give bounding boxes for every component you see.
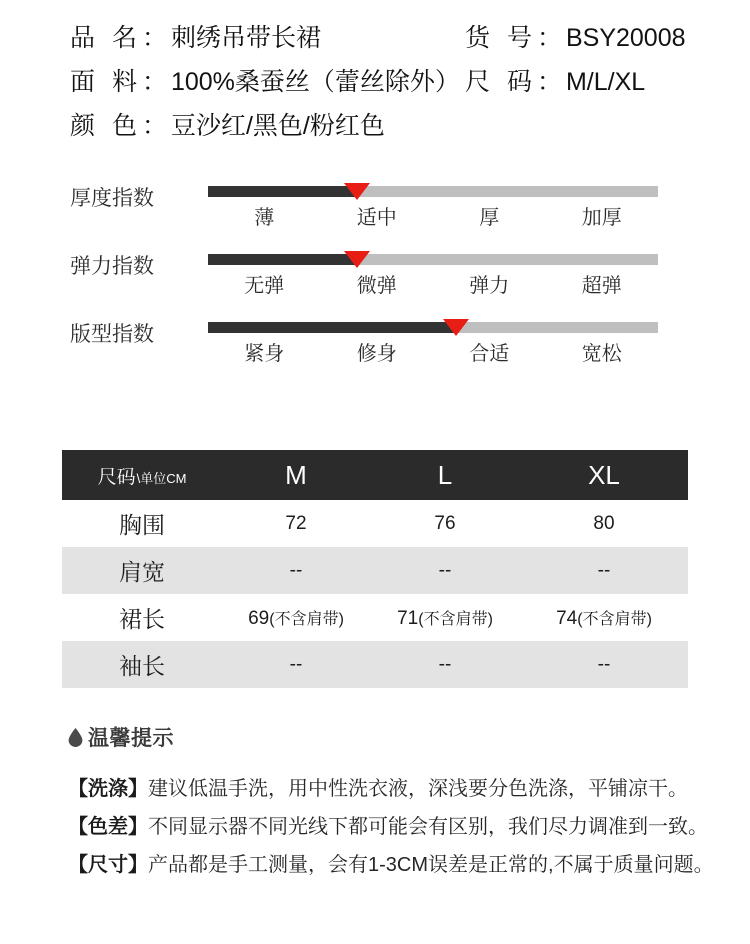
tips-title-row bbox=[68, 720, 738, 754]
bar-tick-label: 厚 bbox=[479, 207, 500, 229]
table-cell bbox=[370, 513, 520, 535]
spec-row-fabric bbox=[70, 62, 730, 106]
table-cell bbox=[520, 606, 688, 630]
index-meters bbox=[0, 186, 750, 390]
index-label-fit: 版型指数 bbox=[70, 323, 154, 346]
index-label-thickness: 厚度指数 bbox=[70, 187, 154, 210]
spec-value-size: M/L/XL bbox=[565, 68, 646, 96]
table-header-corner-unit: \单位CM bbox=[136, 470, 187, 486]
cell-value bbox=[439, 560, 452, 581]
table-cell bbox=[520, 560, 688, 582]
tip-tag: 【尺寸】 bbox=[68, 854, 148, 876]
table-cell bbox=[222, 513, 370, 535]
cell-note: (不含肩带) bbox=[418, 610, 493, 628]
tip-text: 建议低温手洗，用中性洗衣液，深浅要分色洗涤，平铺凉干。 bbox=[148, 778, 688, 800]
table-cell bbox=[370, 654, 520, 676]
tips-title-text: 温馨提示 bbox=[88, 727, 174, 750]
cell-value bbox=[556, 608, 652, 629]
spec-key-fabric: 面 料 bbox=[70, 68, 142, 96]
spec-value-color: 豆沙红/黑色/粉红色 bbox=[170, 112, 385, 140]
spec-value-name: 刺绣吊带长裙 bbox=[170, 24, 321, 52]
table-row bbox=[62, 594, 688, 641]
cell-value bbox=[598, 654, 611, 675]
bar-tick-label: 薄 bbox=[254, 207, 275, 229]
cell-value bbox=[439, 654, 452, 675]
cell-number: 71 bbox=[397, 607, 419, 629]
bar-track bbox=[208, 254, 658, 265]
row-label-text: 袖长 bbox=[119, 653, 165, 679]
tips-list bbox=[68, 770, 738, 884]
cell-number: 69 bbox=[248, 607, 270, 629]
spec-pair-color bbox=[70, 106, 465, 142]
cell-number: -- bbox=[597, 653, 611, 675]
table-header-size-m bbox=[222, 460, 370, 491]
spec-key-code: 货 号 bbox=[465, 24, 537, 52]
bar-tick-label: 适中 bbox=[356, 207, 397, 229]
table-header-size-l bbox=[370, 460, 520, 491]
bar-fill bbox=[208, 322, 456, 333]
bar-tick-label: 紧身 bbox=[244, 343, 285, 365]
cell-number: -- bbox=[438, 559, 452, 581]
table-cell bbox=[370, 560, 520, 582]
cell-value bbox=[248, 608, 344, 629]
bar-track bbox=[208, 322, 658, 333]
cell-number: -- bbox=[597, 559, 611, 581]
bar-tick-label: 无弹 bbox=[244, 275, 285, 297]
spec-colon: ： bbox=[141, 24, 167, 52]
table-cell bbox=[222, 654, 370, 676]
index-bar-elasticity bbox=[208, 254, 658, 298]
cell-note: (不含肩带) bbox=[269, 610, 344, 628]
table-header-corner bbox=[62, 462, 222, 489]
cell-value bbox=[434, 513, 455, 534]
cell-number: 74 bbox=[556, 607, 578, 629]
spec-key-name: 品 名 bbox=[70, 24, 142, 52]
index-group-thickness bbox=[0, 186, 750, 254]
index-group-elasticity bbox=[0, 254, 750, 322]
bar-fill bbox=[208, 254, 357, 265]
spec-pair-size bbox=[465, 62, 645, 98]
cell-value bbox=[593, 513, 614, 534]
bar-fill bbox=[208, 186, 357, 197]
table-cell bbox=[222, 560, 370, 582]
cell-number: 80 bbox=[593, 512, 615, 534]
table-row bbox=[62, 547, 688, 594]
spec-colon: ： bbox=[141, 112, 167, 140]
spec-pair-name bbox=[70, 18, 465, 54]
table-row-label bbox=[62, 648, 222, 681]
bar-tick-label: 修身 bbox=[356, 343, 397, 365]
bar-marker-triangle-icon bbox=[443, 319, 469, 336]
water-drop-icon bbox=[68, 728, 83, 747]
bar-tick-label: 合适 bbox=[469, 343, 510, 365]
bar-tick-label: 超弹 bbox=[581, 275, 622, 297]
table-row bbox=[62, 641, 688, 688]
index-bar-thickness bbox=[208, 186, 658, 230]
bar-tick-label: 微弹 bbox=[356, 275, 397, 297]
table-row-label bbox=[62, 601, 222, 634]
table-header-size-label: M bbox=[285, 459, 307, 490]
cell-number: 76 bbox=[434, 512, 456, 534]
tip-line bbox=[68, 846, 738, 884]
product-spec-block bbox=[70, 18, 730, 150]
index-group-fit bbox=[0, 322, 750, 390]
table-cell bbox=[520, 513, 688, 535]
table-cell bbox=[520, 654, 688, 676]
spec-pair-code bbox=[465, 18, 686, 54]
cell-number: 72 bbox=[285, 512, 307, 534]
bar-tick-labels bbox=[208, 269, 658, 298]
table-row-label bbox=[62, 507, 222, 540]
bar-track bbox=[208, 186, 658, 197]
spec-colon: ： bbox=[141, 68, 167, 96]
spec-row-color bbox=[70, 106, 730, 150]
cell-value bbox=[397, 608, 493, 629]
spec-colon: ： bbox=[536, 68, 562, 96]
tip-text: 不同显示器不同光线下都可能会有区别，我们尽力调准到一致。 bbox=[148, 816, 708, 838]
tip-tag: 【色差】 bbox=[68, 816, 148, 838]
bar-tick-label: 加厚 bbox=[581, 207, 622, 229]
tip-tag: 【洗涤】 bbox=[68, 778, 148, 800]
tip-text: 产品都是手工测量，会有1-3CM误差是正常的,不属于质量问题。 bbox=[148, 854, 714, 876]
row-label-text: 胸围 bbox=[119, 512, 165, 538]
table-header-size-label: XL bbox=[588, 459, 620, 490]
spec-value-fabric: 100%桑蚕丝（蕾丝除外） bbox=[170, 68, 460, 96]
row-label-text: 肩宽 bbox=[119, 559, 165, 585]
bar-tick-label: 宽松 bbox=[581, 343, 622, 365]
care-tips-section bbox=[68, 720, 738, 884]
table-header-corner-main: 尺码 bbox=[97, 466, 136, 488]
spec-pair-fabric bbox=[70, 62, 465, 98]
table-cell bbox=[222, 606, 370, 630]
cell-number: -- bbox=[289, 653, 303, 675]
cell-note: (不含肩带) bbox=[577, 610, 652, 628]
row-label-text: 裙长 bbox=[119, 606, 165, 632]
table-header-size-label: L bbox=[437, 459, 453, 490]
tip-line bbox=[68, 808, 738, 846]
cell-value bbox=[598, 560, 611, 581]
spec-row-name bbox=[70, 18, 730, 62]
table-row-label bbox=[62, 554, 222, 587]
size-chart-table bbox=[62, 450, 688, 688]
index-label-elasticity: 弹力指数 bbox=[70, 255, 154, 278]
cell-value bbox=[290, 560, 303, 581]
bar-marker-triangle-icon bbox=[344, 251, 370, 268]
spec-key-color: 颜 色 bbox=[70, 112, 142, 140]
bar-tick-labels bbox=[208, 337, 658, 366]
index-bar-fit bbox=[208, 322, 658, 366]
spec-value-code: BSY20008 bbox=[565, 24, 686, 52]
cell-value bbox=[285, 513, 306, 534]
table-cell bbox=[370, 606, 520, 630]
table-header-size-xl bbox=[520, 460, 688, 491]
table-row bbox=[62, 500, 688, 547]
bar-tick-labels bbox=[208, 201, 658, 230]
spec-key-size: 尺 码 bbox=[465, 68, 537, 96]
cell-value bbox=[290, 654, 303, 675]
bar-marker-triangle-icon bbox=[344, 183, 370, 200]
cell-number: -- bbox=[289, 559, 303, 581]
cell-number: -- bbox=[438, 653, 452, 675]
bar-tick-label: 弹力 bbox=[469, 275, 510, 297]
table-header-row bbox=[62, 450, 688, 500]
spec-colon: ： bbox=[536, 24, 562, 52]
tip-line bbox=[68, 770, 738, 808]
